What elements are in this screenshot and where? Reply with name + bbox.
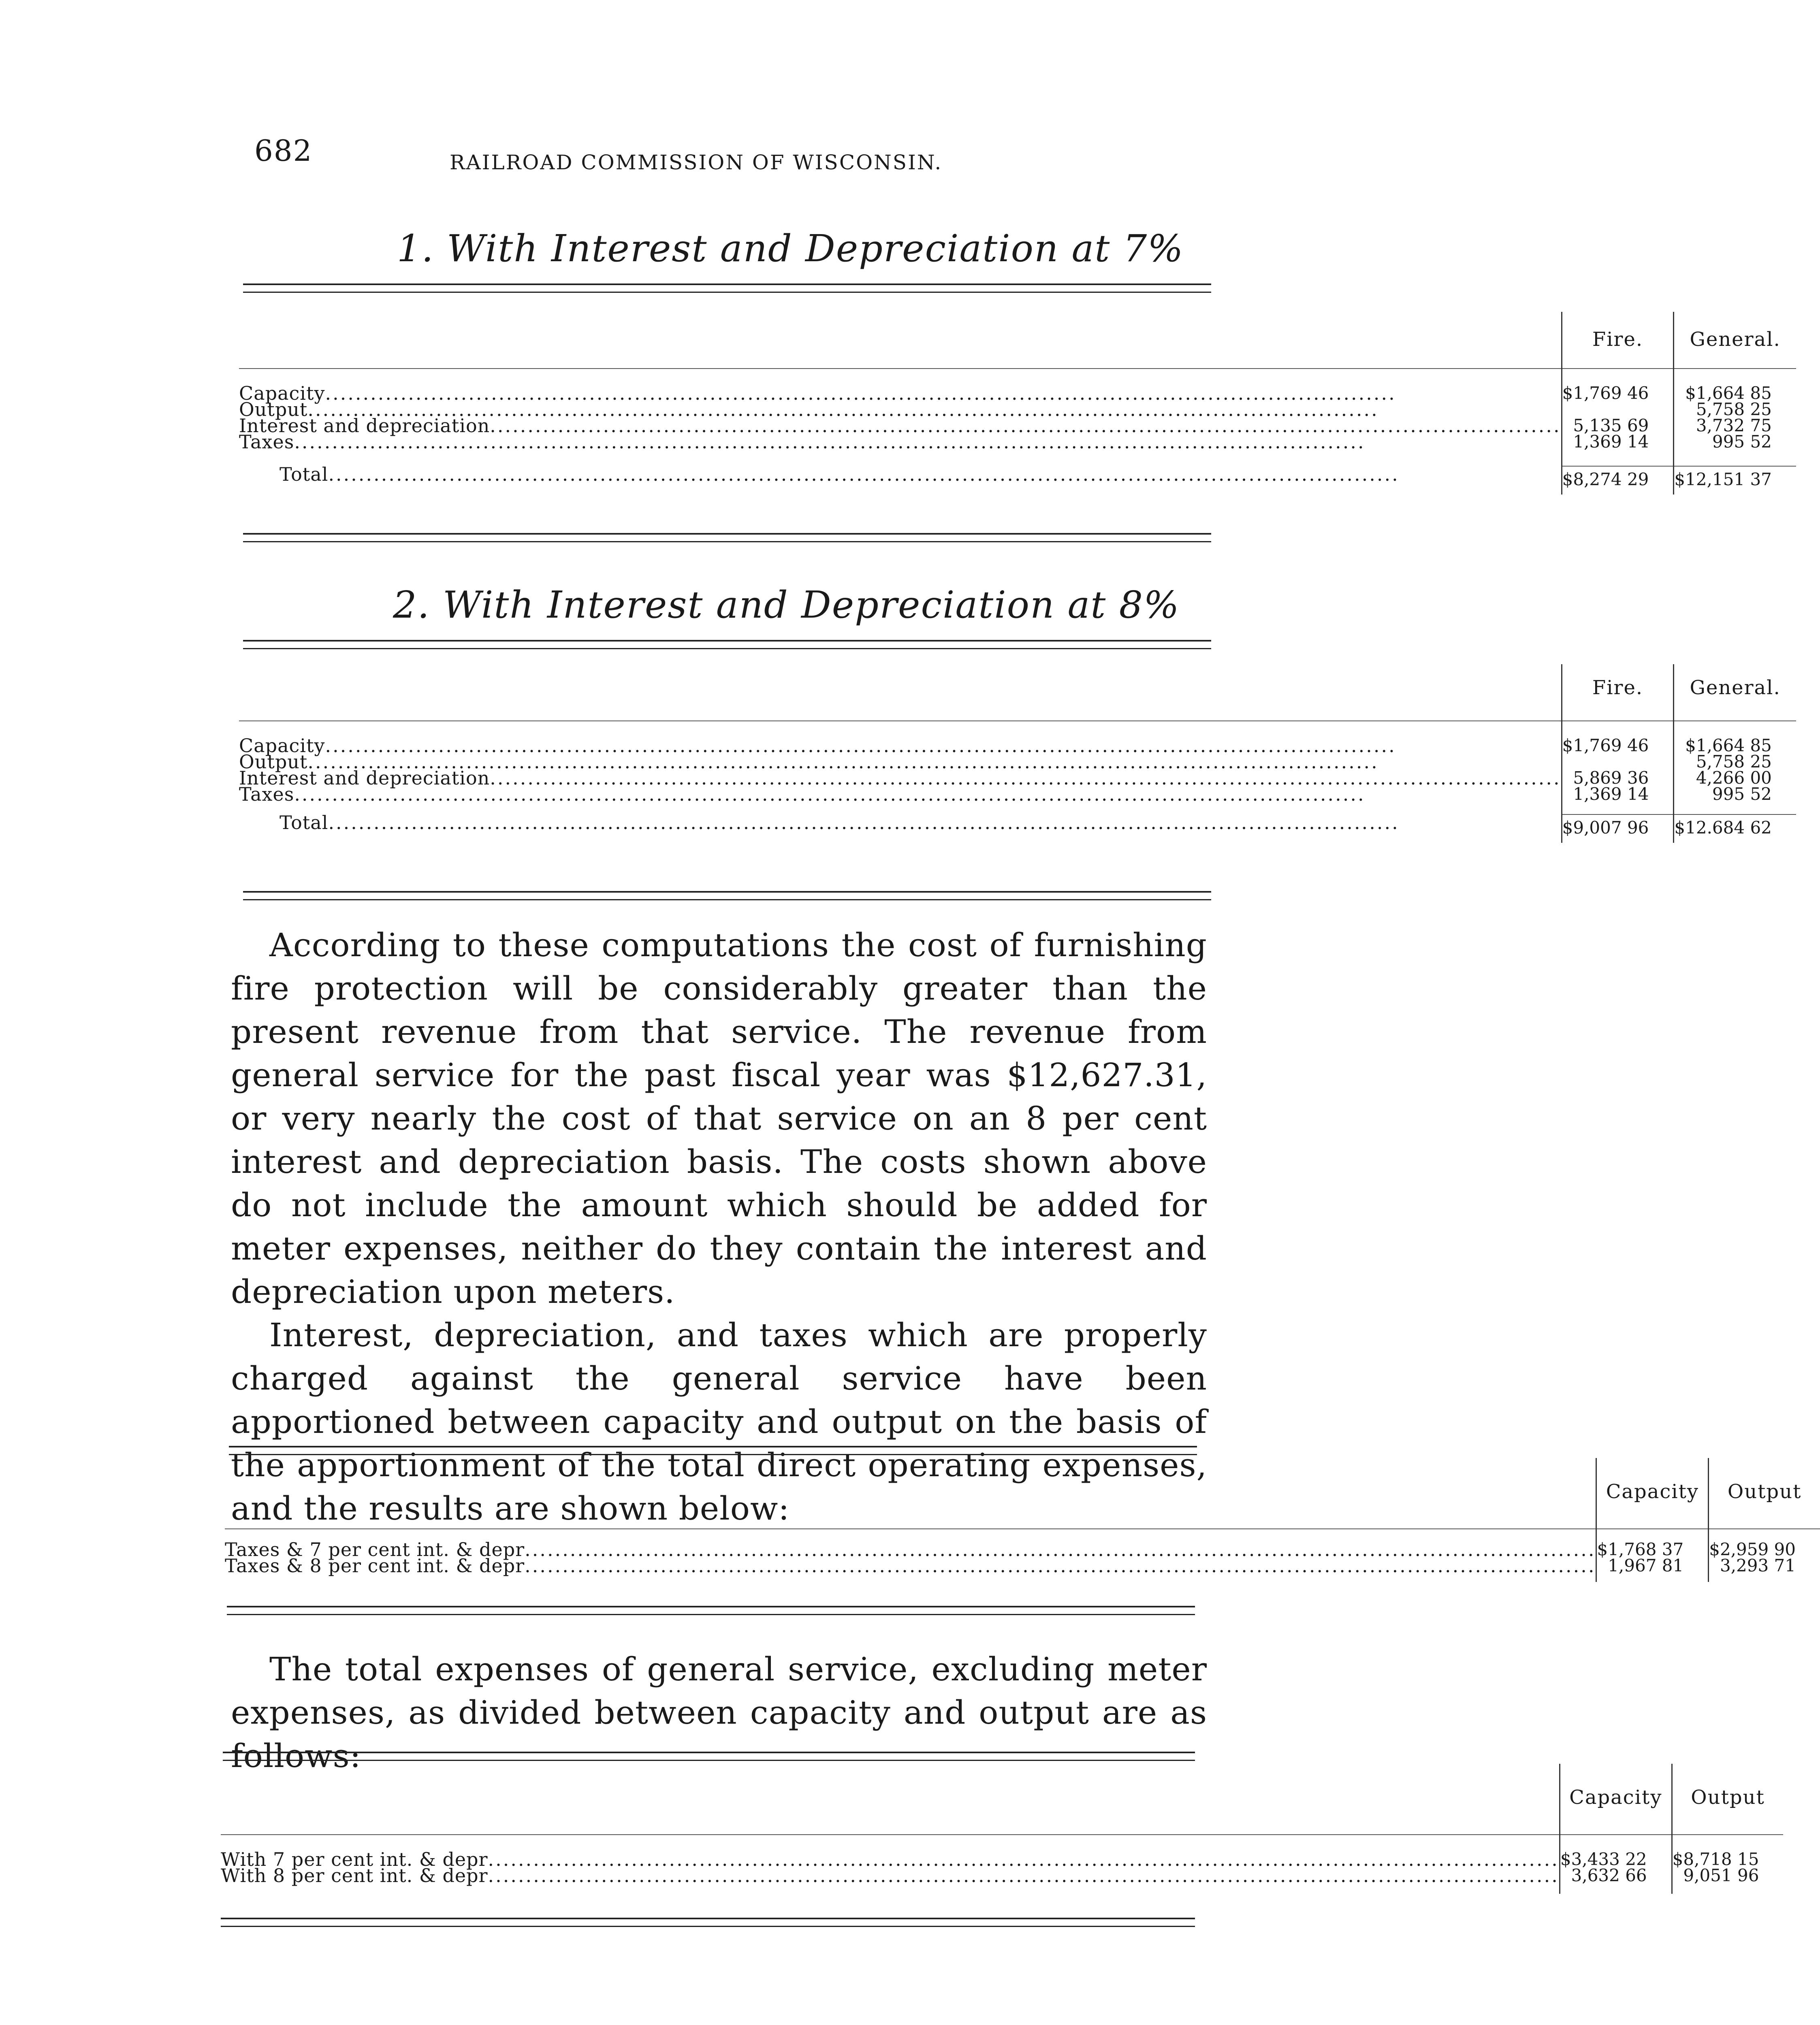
table2-bottom-rule-2 — [243, 899, 1211, 900]
general-total: $12.684 62 — [1674, 814, 1796, 843]
output-value: $8,718 15 — [1672, 1851, 1783, 1867]
table3-bottom-rule — [227, 1606, 1195, 1607]
row-label: Interest and depreciation — [239, 767, 490, 789]
total-label: Total — [280, 812, 329, 833]
table1-col-fire: Fire. — [1562, 312, 1674, 369]
general-value: $1,664 85 — [1674, 738, 1796, 754]
capacity-value: 1,967 81 — [1596, 1558, 1709, 1574]
fire-value: 1,369 14 — [1562, 786, 1674, 802]
table1-bottom-rule-2 — [243, 541, 1211, 542]
paragraph-2: Interest, depreciation, and taxes which are properly charged against the general service have been apportioned between capacity and output on the basis of the apportionment of the total direct operating expenses, and the results are shown below: — [231, 1316, 1207, 1527]
table4-bottom-rule-2 — [221, 1926, 1195, 1927]
paragraph-1: According to these computations the cost of furnishing fire protection will be considerably greater than the present revenue from that service. The revenue from general service for the past fiscal year was $12,627.31, or very nearly the cost of that service on an 8 per cent interest and depreciation basis. The costs shown above do not include the amount which should be added for meter expenses, neither do they contain the interest and depreciation upon meters. — [231, 926, 1207, 1311]
row-label: Taxes — [239, 431, 294, 453]
table1-bottom-rule — [243, 533, 1211, 535]
table-row — [221, 1867, 1783, 1884]
general-value: 3,732 75 — [1674, 418, 1796, 434]
fire-value: 1,369 14 — [1562, 434, 1674, 450]
table4-top-rule-2 — [223, 1760, 1195, 1761]
body-text-1 — [231, 923, 1207, 1530]
fire-value — [1562, 401, 1674, 418]
table2-title: 2. With Interest and Depreciation at 8% — [393, 583, 1180, 627]
table-row — [239, 434, 1796, 450]
row-label: Capacity — [239, 382, 325, 404]
paragraph-3: The total expenses of general service, excluding meter expenses, as divided between capacity and output are as follows: — [231, 1650, 1207, 1775]
general-value: 5,758 25 — [1674, 401, 1796, 418]
table3-top-rule — [229, 1446, 1197, 1447]
table3-col-capacity: Capacity — [1596, 1458, 1709, 1529]
body-text-2 — [231, 1648, 1207, 1778]
row-label: Taxes & 7 per cent int. & depr — [225, 1539, 525, 1560]
table4 — [221, 1764, 1783, 1894]
table3-top-rule-2 — [229, 1454, 1197, 1455]
table2-col-fire: Fire. — [1562, 664, 1674, 721]
table3 — [225, 1458, 1820, 1582]
capacity-value: $3,433 22 — [1560, 1851, 1672, 1867]
table3-bottom-rule-2 — [227, 1614, 1195, 1615]
table1-top-rule — [243, 284, 1211, 285]
fire-value: 5,869 36 — [1562, 770, 1674, 786]
general-value: $1,664 85 — [1674, 385, 1796, 401]
table2-top-rule-2 — [243, 648, 1211, 649]
table1 — [239, 312, 1796, 495]
table-row — [225, 1558, 1820, 1574]
running-head: RAILROAD COMMISSION OF WISCONSIN. — [450, 151, 943, 174]
page-number: 682 — [254, 134, 313, 168]
row-label: Output — [239, 751, 308, 773]
output-value: 3,293 71 — [1709, 1558, 1820, 1574]
table2-top-rule — [243, 640, 1211, 642]
table1-col-general: General. — [1674, 312, 1796, 369]
table-total-row — [239, 466, 1796, 495]
total-label: Total — [280, 463, 329, 485]
table3-col-output: Output — [1709, 1458, 1820, 1529]
fire-value: $1,769 46 — [1562, 385, 1674, 401]
row-label: With 8 per cent int. & depr — [221, 1865, 488, 1886]
general-value: 995 52 — [1674, 786, 1796, 802]
general-value: 5,758 25 — [1674, 754, 1796, 770]
fire-value — [1562, 754, 1674, 770]
table-row — [239, 786, 1796, 802]
row-label: Interest and depreciation — [239, 415, 490, 437]
table1-top-rule-2 — [243, 292, 1211, 293]
fire-value: $1,769 46 — [1562, 738, 1674, 754]
table4-top-rule — [223, 1752, 1195, 1753]
table4-col-output: Output — [1672, 1764, 1783, 1835]
output-value: 9,051 96 — [1672, 1867, 1783, 1884]
general-value: 4,266 00 — [1674, 770, 1796, 786]
fire-total: $9,007 96 — [1562, 814, 1674, 843]
row-label: Output — [239, 399, 308, 420]
row-label: Taxes & 8 per cent int. & depr — [225, 1555, 525, 1577]
table2-col-general: General. — [1674, 664, 1796, 721]
fire-total: $8,274 29 — [1562, 466, 1674, 495]
row-label: Capacity — [239, 735, 325, 757]
table1-title: 1. With Interest and Depreciation at 7% — [397, 227, 1184, 270]
table2-bottom-rule — [243, 891, 1211, 893]
output-value: $2,959 90 — [1709, 1541, 1820, 1558]
table2 — [239, 664, 1796, 843]
row-label: With 7 per cent int. & depr — [221, 1848, 488, 1870]
row-label: Taxes — [239, 783, 294, 805]
table-total-row — [239, 814, 1796, 843]
table4-col-capacity: Capacity — [1560, 1764, 1672, 1835]
general-value: 995 52 — [1674, 434, 1796, 450]
capacity-value: 3,632 66 — [1560, 1867, 1672, 1884]
general-total: $12,151 37 — [1674, 466, 1796, 495]
capacity-value: $1,768 37 — [1596, 1541, 1709, 1558]
fire-value: 5,135 69 — [1562, 418, 1674, 434]
table4-bottom-rule — [221, 1918, 1195, 1919]
